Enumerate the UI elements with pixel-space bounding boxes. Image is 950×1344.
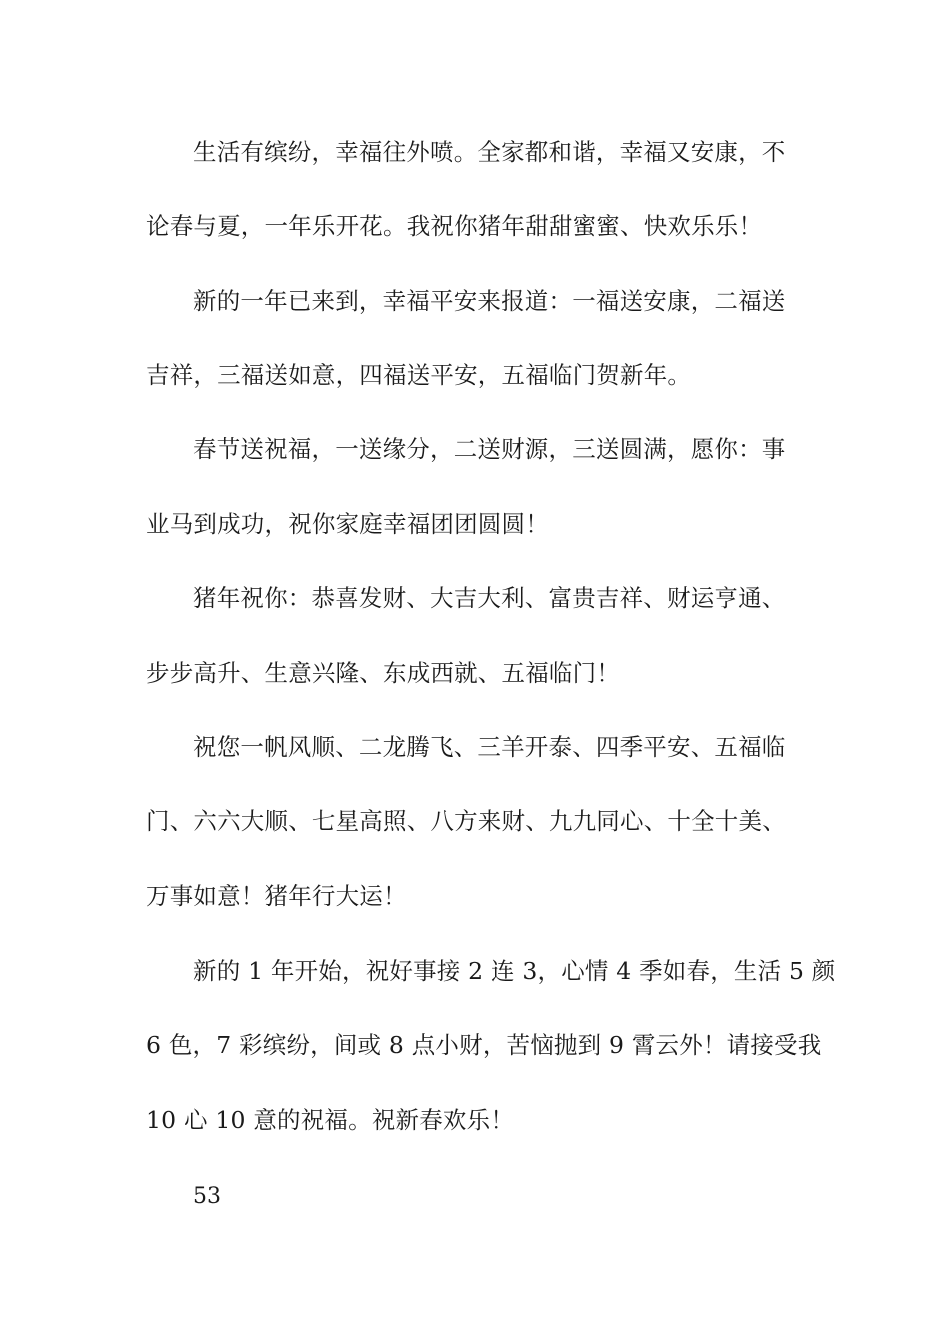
paragraph-1-line-2: 论春与夏，一年乐开花。我祝你猪年甜甜蜜蜜、快欢乐乐！ [146,212,763,240]
paragraph-3-line-2: 业马到成功，祝你家庭幸福团团圆圆！ [146,510,549,538]
paragraph-6-line-3: 10 心 10 意的祝福。祝新春欢乐！ [146,1106,515,1134]
paragraph-2-line-2: 吉祥，三福送如意，四福送平安，五福临门贺新年。 [146,361,692,389]
paragraph-6-line-2: 6 色，7 彩缤纷，间或 8 点小财，苦恼抛到 9 霄云外！请接受我 [146,1031,822,1059]
paragraph-2-line-1: 新的一年已来到，幸福平安来报道：一福送安康，二福送 [193,287,786,315]
paragraph-4-line-1: 猪年祝你：恭喜发财、大吉大利、富贵吉祥、财运亨通、 [193,584,786,612]
paragraph-6-line-1: 新的 1 年开始，祝好事接 2 连 3，心情 4 季如春，生活 5 颜 [193,957,836,985]
paragraph-5-line-1: 祝您一帆风顺、二龙腾飞、三羊开泰、四季平安、五福临 [193,733,786,761]
page-number: 53 [193,1184,221,1209]
paragraph-5-line-2: 门、六六大顺、七星高照、八方来财、九九同心、十全十美、 [146,807,786,835]
paragraph-1-line-1: 生活有缤纷，幸福往外喷。全家都和谐，幸福又安康，不 [193,138,786,166]
paragraph-3-line-1: 春节送祝福，一送缘分，二送财源，三送圆满，愿你：事 [193,435,786,463]
paragraph-5-line-3: 万事如意！猪年行大运！ [146,882,407,910]
paragraph-4-line-2: 步步高升、生意兴隆、东成西就、五福临门！ [146,659,620,687]
